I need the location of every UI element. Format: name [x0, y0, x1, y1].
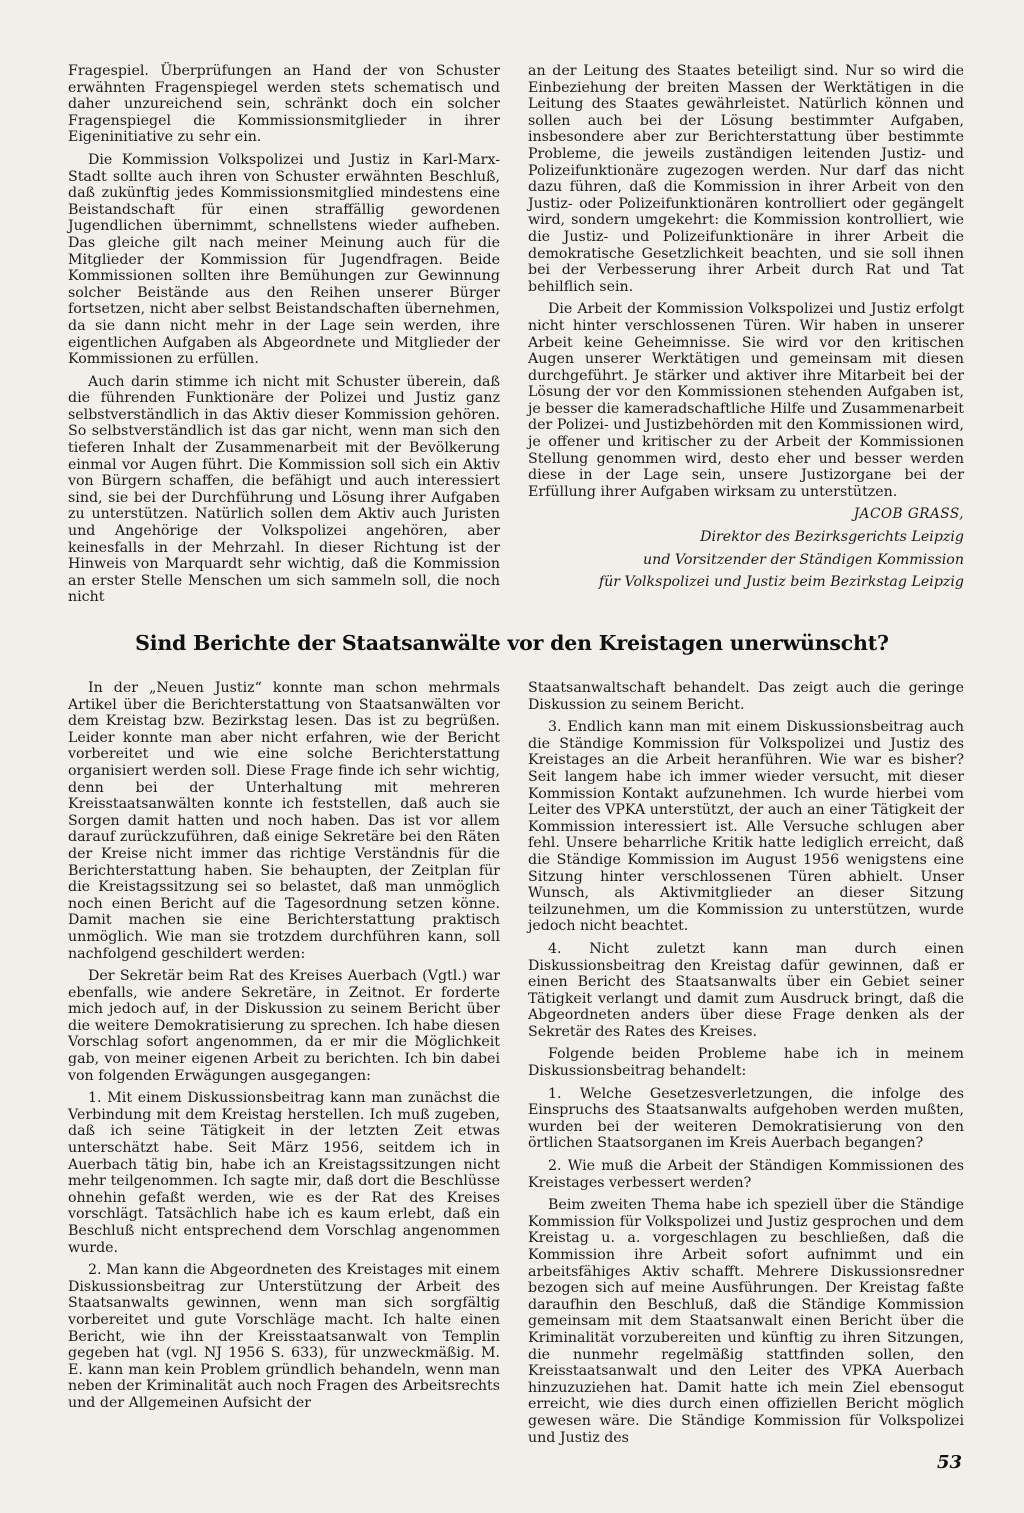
- article2-paragraph: In der „Neuen Justiz“ konnte man schon mehrmals Artikel über die Berichterstattung von Staatsanwälten vor dem Kreistag bzw. Bezirkstag lesen. Das ist zu begrüßen. Leider konnte man aber nicht erfahren, wie der Bericht vorbereitet und wie eine solche Berichterstattung organisiert werden soll. Diese Frage finde ich sehr wichtig, denn bei der Unterhaltung mit mehreren Kreisstaatsanwälten konnte ich feststellen, daß auch sie Sorgen damit hatten und noch haben. Das ist vor allem darauf zurückzuführen, daß einige Sekretäre bei den Räten der Kreise nicht immer das richtige Verständnis für die Berichterstattung haben. Sie behaupten, der Zeitplan für die Kreistagssitzung sei so belastet, daß man unmöglich noch einen Bericht auf die Tagesordnung setzen könne. Damit machen sie eine Berichterstattung praktisch unmöglich. Wie man sie trotzdem durchführen kann, soll nachfolgend geschildert werden:: [68, 680, 500, 962]
- article2-right-column: [528, 680, 964, 1452]
- article1-paragraph: Die Kommission Volkspolizei und Justiz in Karl-Marx-Stadt sollte auch ihren von Schuster erwähnten Beschluß, daß zukünftig jedes Kommissionsmitglied mindestens eine Beistandschaft für einen straffällig gewordenen Jugendlichen übernimmt, schnellstens wieder aufheben. Das gleiche gilt nach meiner Meinung auch für die Mitglieder der Kommission für Jugendfragen. Beide Kommissionen sollten ihre Bemühungen zur Gewinnung solcher Beistände aus den Reihen unserer Bürger fortsetzen, nicht aber selbst Beistandschaften übernehmen, da sie dann nicht mehr in der Lage sein werden, ihre eigentlichen Aufgaben als Abgeordnete und Mitglieder der Kommissionen zu erfüllen.: [68, 151, 500, 368]
- article1-paragraph: Fragespiel. Überprüfungen an Hand der von Schuster erwähnten Fragenspiegel werden stets schematisch und daher unzureichend sein, schränkt doch ein solcher Fragenspiegel die Kommissionsmitglieder in ihrer Eigeninitiative zu sehr ein.: [68, 63, 500, 146]
- author-title-line: und Vorsitzender der Ständigen Kommission: [643, 551, 964, 568]
- article-headline: Sind Berichte der Staatsanwälte vor den Kreistagen unerwünscht?: [135, 631, 889, 655]
- author-title-line: Direktor des Bezirksgerichts Leipzig: [700, 529, 964, 546]
- article2-paragraph: Der Sekretär beim Rat des Kreises Auerbach (Vgtl.) war ebenfalls, wie andere Sekretäre, in Zeitnot. Er forderte mich jedoch auf, in der Diskussion zu seinem Bericht über die weitere Demokratisierung zu sprechen. Ich habe diesen Vorschlag sofort angenommen, da er mir die Möglichkeit gab, von meiner eigenen Arbeit zu berichten. Ich bin dabei von folgenden Erwägungen ausgegangen:: [68, 968, 500, 1084]
- article2-paragraph: Staatsanwaltschaft behandelt. Das zeigt auch die geringe Diskussion zu seinem Bericht.: [528, 680, 964, 713]
- article1-left-column: [68, 63, 500, 612]
- author-signature: [528, 506, 964, 590]
- page-number: 53: [936, 1452, 962, 1473]
- article2-paragraph: 1. Mit einem Diskussionsbeitrag kann man zunächst die Verbindung mit dem Kreistag herstellen. Ich muß zugeben, daß ich seine Tätigkeit in der letzten Zeit etwas unterschätzt habe. Seit März 1956, seitdem ich in Auerbach tätig bin, habe ich an Kreistagssitzungen nicht mehr teilgenommen. Ich sagte mir, daß dort die Beschlüsse ohnehin gefaßt werden, wie es der Rat des Kreises vorschlägt. Tatsächlich habe ich es kaum erlebt, daß ein Beschluß nicht entsprechend dem Vorschlag angenommen wurde.: [68, 1090, 500, 1256]
- article2-paragraph: 3. Endlich kann man mit einem Diskussionsbeitrag auch die Ständige Kommission für Volkspolizei und Justiz des Kreistages an die Arbeit heranführen. Wie war es bisher? Seit langem habe ich immer wieder versucht, mit dieser Kommission Kontakt aufzunehmen. Ich wurde hierbei vom Leiter des VPKA unterstützt, der auch an einer Tätigkeit der Kommission interessiert ist. Alle Versuche schlugen aber fehl. Unsere beharrliche Kritik hatte lediglich erreicht, daß die Ständige Kommission im August 1956 wenigstens eine Sitzung hinter verschlossenen Türen abhielt. Unser Wunsch, als Aktivmitglieder an dieser Sitzung teilzunehmen, um die Kommission zu unterstützen, wurde jedoch nicht beachtet.: [528, 719, 964, 935]
- article2-paragraph: Folgende beiden Probleme habe ich in meinem Diskussionsbeitrag behandelt:: [528, 1046, 964, 1080]
- article1-paragraph: an der Leitung des Staates beteiligt sind. Nur so wird die Einbeziehung der breiten Massen der Werktätigen in die Leitung des Staates gewährleistet. Natürlich können und sollen auch bei der Lösung bestimmter Aufgaben, insbesondere aber zur Berichterstattung über bestimmte Probleme, die jeweils zuständigen leitenden Justiz- und Polizeifunktionäre zugezogen werden. Nur darf das nicht dazu führen, daß die Kommission in ihrer Arbeit von den Justiz- oder Polizeifunktionären kontrolliert oder gegängelt wird, sondern umgekehrt: die Kommission kontrolliert, wie die Justiz- und Polizeifunktionäre in ihrer Arbeit die demokratische Gesetzlichkeit beachten, und sie soll ihnen bei der Verbesserung ihrer Arbeit durch Rat und Tat behilflich sein.: [528, 63, 964, 295]
- article2-paragraph: 1. Welche Gesetzesverletzungen, die infolge des Einspruchs des Staatsanwalts aufgehoben werden mußten, wurden bei der weiteren Demokratisierung von den örtlichen Staatsorganen im Kreis Auerbach begangen?: [528, 1085, 964, 1152]
- article2-paragraph: 4. Nicht zuletzt kann man durch einen Diskussionsbeitrag den Kreistag dafür gewinnen, daß er einen Bericht des Staatsanwalts über ein Gebiet seiner Tätigkeit verlangt und damit zum Ausdruck bringt, daß die Abgeordneten anders über diese Frage denken als der Sekretär des Rates des Kreises.: [528, 940, 964, 1040]
- article1-paragraph: Auch darin stimme ich nicht mit Schuster überein, daß die führenden Funktionäre der Polizei und Justiz ganz selbstverständlich in das Aktiv dieser Kommission gehören. So selbstverständlich ist das gar nicht, wenn man sich den tieferen Inhalt der Zusammenarbeit mit der Bevölkerung einmal vor Augen führt. Die Kommission soll sich ein Aktiv von Bürgern schaffen, die befähigt und auch interessiert sind, sie bei der Durchführung und Lösung ihrer Aufgaben zu unterstützen. Natürlich sollen dem Aktiv auch Juristen und Angehörige der Volkspolizei angehören, aber keinesfalls in der Mehrzahl. In dieser Richtung ist der Hinweis von Marquardt sehr wichtig, daß die Kommission an erster Stelle Menschen um sich sammeln soll, die noch nicht: [68, 373, 500, 606]
- article1-paragraph: Die Arbeit der Kommission Volkspolizei und Justiz erfolgt nicht hinter verschlossenen Türen. Wir haben in unserer Arbeit keine Geheimnisse. Sie wird vor den kritischen Augen unserer Werktätigen und gemeinsam mit diesen durchgeführt. Je stärker und aktiver ihre Mitarbeit bei der Lösung der vor den Kommissionen stehenden Aufgaben ist, je besser die kameradschaftliche Hilfe und Zusammenarbeit der Polizei- und Justizbehörden mit den Kommissionen wird, je offener und kritischer zu der Arbeit der Kommissionen Stellung genommen wird, desto eher und besser werden diese in der Lage sein, unsere Justizorgane bei der Erfüllung ihrer Aufgaben wirksam zu unterstützen.: [528, 301, 964, 500]
- article2-paragraph: Beim zweiten Thema habe ich speziell über die Ständige Kommission für Volkspolizei und Justiz gesprochen und dem Kreistag u. a. vorgeschlagen zu beschließen, daß die Kommission ihre Arbeit sofort aufnimmt und ein arbeitsfähiges Aktiv schafft. Mehrere Diskussionsredner bezogen sich auf meine Ausführungen. Der Kreistag faßte daraufhin den Beschluß, daß die Ständige Kommission gemeinsam mit dem Staatsanwalt einen Bericht über die Kriminalität vorzubereiten und künftig zu ihren Sitzungen, die nunmehr regelmäßig stattfinden sollen, den Kreisstaatsanwalt und den Leiter des VPKA Auerbach hinzuzuziehen hat. Damit hatte ich mein Ziel ebensogut erreicht, wie dies durch einen offiziellen Bericht möglich gewesen wäre. Die Ständige Kommission für Volkspolizei und Justiz des: [528, 1197, 964, 1446]
- article1-right-column: [528, 63, 964, 597]
- author-title-line: für Volkspolizei und Justiz beim Bezirkstag Leipzig: [598, 574, 964, 591]
- author-name: JACOB GRASS,: [853, 506, 964, 523]
- article2-left-column: [68, 680, 500, 1418]
- article2-paragraph: 2. Wie muß die Arbeit der Ständigen Kommissionen des Kreistages verbessert werden?: [528, 1158, 964, 1191]
- article2-paragraph: 2. Man kann die Abgeordneten des Kreistages mit einem Diskussionsbeitrag zur Unterstützung der Arbeit des Staatsanwalts gewinnen, wenn man sich sorgfältig vorbereitet und gute Vorschläge macht. Ich halte einen Bericht, wie ihn der Kreisstaatsanwalt von Templin gegeben hat (vgl. NJ 1956 S. 633), für unzweckmäßig. M. E. kann man kein Problem gründlich behandeln, wenn man neben der Kriminalität auch noch Fragen des Arbeitsrechts und der Allgemeinen Aufsicht der: [68, 1262, 500, 1411]
